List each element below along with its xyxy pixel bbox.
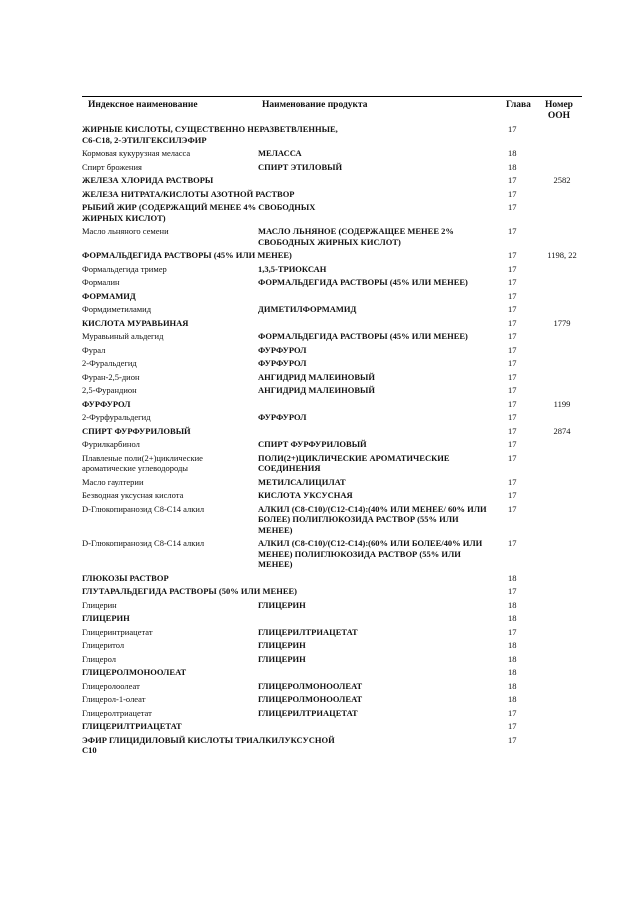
index-name-cell: СПИРТ ФУРФУРИЛОВЫЙ [82, 425, 191, 436]
index-name-cell: ЭФИР ГЛИЦИДИЛОВЫЙ КИСЛОТЫ ТРИАЛКИЛУКСУСНОЙ С10 [82, 734, 335, 755]
un-number-cell [542, 735, 582, 756]
chapter-cell: 17 [508, 304, 517, 314]
index-name-cell: ГЛЮКОЗЫ РАСТВОР [82, 572, 169, 583]
un-number-cell [542, 291, 582, 302]
chapter-cell: 17 [508, 734, 517, 745]
chapter-cell: 18 [508, 572, 517, 583]
table-row [82, 385, 582, 396]
index-name-cell: Формдиметиламид [82, 304, 152, 314]
product-name-cell: ДИМЕТИЛФОРМАМИД [258, 304, 357, 314]
index-name-cell: Глицерол [82, 653, 117, 664]
un-number-cell [542, 124, 582, 145]
chapter-cell: 17 [508, 290, 517, 301]
table-row [82, 291, 582, 302]
chapter-cell: 17 [508, 124, 517, 134]
un-number-cell: 2582 [553, 175, 571, 185]
un-number-cell [542, 304, 582, 315]
table-row [82, 358, 582, 369]
product-name-cell: ФУРФУРОЛ [258, 344, 307, 355]
product-name-cell: АНГИДРИД МАЛЕИНОВЫЙ [258, 385, 376, 395]
chapter-cell: 17 [508, 317, 517, 328]
table-row [82, 586, 582, 597]
un-number-cell [542, 600, 582, 611]
chapter-cell: 17 [508, 503, 517, 514]
chapter-cell: 17 [508, 538, 517, 548]
column-header-chapter: Глава [506, 100, 531, 110]
table-row [82, 399, 582, 410]
chapter-cell: 17 [508, 250, 517, 260]
table-row [82, 372, 582, 383]
un-number-cell [542, 358, 582, 369]
table-row [82, 721, 582, 732]
chapter-cell: 17 [508, 371, 517, 382]
un-number-cell [542, 573, 582, 584]
table-row [82, 490, 582, 501]
index-name-cell: ГЛИЦЕРОЛМОНООЛЕАТ [82, 667, 187, 677]
un-number-cell [542, 372, 582, 383]
un-number-cell [542, 189, 582, 200]
table-row [82, 453, 582, 474]
un-number-cell [542, 162, 582, 173]
chapter-cell: 17 [508, 226, 517, 236]
product-name-cell: 1,3,5-ТРИОКСАН [258, 263, 327, 274]
product-name-cell: СПИРТ ЭТИЛОВЫЙ [258, 161, 343, 172]
table-row [82, 264, 582, 275]
un-number-cell [542, 277, 582, 288]
un-number-cell [542, 148, 582, 159]
product-name-cell: ФУРФУРОЛ [258, 358, 307, 368]
index-name-cell: Масло гаултерии [82, 476, 144, 487]
un-number-cell [542, 504, 582, 536]
chapter-cell: 17 [508, 344, 517, 355]
un-number-cell [542, 385, 582, 396]
chapter-cell: 18 [508, 599, 517, 610]
table-row [82, 304, 582, 315]
chapter-cell: 17 [508, 586, 517, 596]
chapter-cell: 17 [508, 476, 517, 487]
index-name-cell: ФОРМАЛЬДЕГИДА РАСТВОРЫ (45% ИЛИ МЕНЕЕ) [82, 250, 292, 260]
index-name-cell: Плавленые поли(2+)циклические ароматические углеводороды [82, 452, 203, 473]
table-row [82, 439, 582, 450]
table-row [82, 331, 582, 342]
chapter-cell: 17 [508, 490, 517, 500]
un-number-cell: 2874 [553, 425, 571, 436]
index-name-cell: Спирт брожения [82, 161, 142, 172]
un-number-cell [542, 226, 582, 247]
substance-index-table [82, 124, 582, 759]
index-name-cell: Глицерол-1-олеат [82, 694, 146, 704]
table-row [82, 477, 582, 488]
chapter-cell: 17 [508, 721, 517, 731]
product-name-cell: ГЛИЦЕРИН [258, 599, 306, 610]
product-name-cell: ГЛИЦЕРИЛТРИАЦЕТАТ [258, 707, 358, 718]
index-name-cell: ЖЕЛЕЗА ХЛОРИДА РАСТВОРЫ [82, 175, 214, 185]
table-row [82, 504, 582, 536]
index-name-cell: 2,5-Фурандион [82, 385, 137, 395]
table-row [82, 654, 582, 665]
column-header-un-number: Номер ООН [545, 100, 573, 121]
index-name-cell: Формалин [82, 277, 120, 287]
un-number-cell [542, 490, 582, 501]
table-row [82, 189, 582, 200]
chapter-cell: 17 [508, 263, 517, 274]
un-number-cell [542, 708, 582, 719]
chapter-cell: 17 [508, 188, 517, 199]
table-row [82, 573, 582, 584]
un-number-cell [542, 640, 582, 651]
table-row [82, 345, 582, 356]
chapter-cell: 17 [508, 385, 517, 395]
index-name-cell: Глицеринтриацетат [82, 626, 153, 637]
un-number-cell [542, 586, 582, 597]
product-name-cell: АЛКИЛ (С8-С10)/(С12-С14):(60% ИЛИ БОЛЕЕ/40% ИЛИ МЕНЕЕ) ПОЛИГЛЮКОЗИДА РАСТВОР (55% ИЛИ МЕНЕЕ) [258, 538, 483, 569]
chapter-cell: 17 [508, 626, 517, 637]
un-number-cell [542, 453, 582, 474]
product-name-cell: ФОРМАЛЬДЕГИДА РАСТВОРЫ (45% ИЛИ МЕНЕЕ) [258, 331, 468, 341]
index-name-cell: 2-Фуральдегид [82, 358, 137, 368]
product-name-cell: АЛКИЛ (С8-С10)/(С12-С14):(40% ИЛИ МЕНЕЕ/ 60% ИЛИ БОЛЕЕ) ПОЛИГЛЮКОЗИДА РАСТВОР (55% ИЛИ МЕНЕЕ) [258, 503, 487, 535]
table-row [82, 681, 582, 692]
index-name-cell: Масло льняного семени [82, 226, 169, 236]
un-number-cell [542, 694, 582, 705]
un-number-cell [542, 264, 582, 275]
un-number-cell [542, 439, 582, 450]
index-name-cell: Глицеролтриацетат [82, 707, 152, 718]
index-name-cell: D-Глюкопиранозид С8-С14 алкил [82, 503, 205, 514]
product-name-cell: МЕТИЛСАЛИЦИЛАТ [258, 476, 346, 487]
un-number-cell [542, 331, 582, 342]
index-name-cell: 2-Фурфуральдегид [82, 412, 151, 422]
table-row [82, 202, 582, 223]
chapter-cell: 17 [508, 398, 517, 409]
un-number-cell [542, 667, 582, 678]
product-name-cell: АНГИДРИД МАЛЕИНОВЫЙ [258, 371, 376, 382]
index-name-cell: Глицерин [82, 599, 117, 610]
chapter-cell: 18 [508, 653, 517, 664]
table-row [82, 318, 582, 329]
product-name-cell: МАСЛО ЛЬНЯНОЕ (СОДЕРЖАЩЕЕ МЕНЕЕ 2% СВОБОДНЫХ ЖИРНЫХ КИСЛОТ) [258, 226, 454, 247]
chapter-cell: 17 [508, 425, 517, 436]
chapter-cell: 17 [508, 277, 517, 287]
index-name-cell: D-Глюкопиранозид С8-С14 алкил [82, 538, 205, 548]
table-row [82, 600, 582, 611]
index-name-cell: ЖЕЛЕЗА НИТРАТА/КИСЛОТЫ АЗОТНОЙ РАСТВОР [82, 188, 295, 199]
un-number-cell: 1198, 22 [547, 250, 577, 260]
index-name-cell: Глицеролоолеат [82, 680, 140, 691]
chapter-cell: 18 [508, 680, 517, 691]
index-name-cell: ГЛИЦЕРИЛТРИАЦЕТАТ [82, 721, 182, 731]
un-number-cell: 1779 [553, 317, 571, 328]
product-name-cell: ГЛИЦЕРОЛМОНООЛЕАТ [258, 694, 363, 704]
index-name-cell: КИСЛОТА МУРАВЬИНАЯ [82, 317, 189, 328]
un-number-cell [542, 538, 582, 570]
chapter-cell: 18 [508, 148, 517, 158]
index-name-cell: ФОРМАМИД [82, 290, 136, 301]
index-name-cell: Фурилкарбинол [82, 439, 140, 449]
column-header-index: Индексное наименование [88, 100, 198, 110]
chapter-cell: 18 [508, 640, 517, 650]
product-name-cell: ГЛИЦЕРОЛМОНООЛЕАТ [258, 680, 363, 691]
chapter-cell: 18 [508, 613, 517, 623]
product-name-cell: КИСЛОТА УКСУСНАЯ [258, 490, 353, 500]
table-row [82, 538, 582, 570]
index-name-cell: ГЛУТАРАЛЬДЕГИДА РАСТВОРЫ (50% ИЛИ МЕНЕЕ) [82, 586, 297, 596]
index-name-cell: РЫБИЙ ЖИР (СОДЕРЖАЩИЙ МЕНЕЕ 4% СВОБОДНЫХ ЖИРНЫХ КИСЛОТ) [82, 202, 316, 223]
un-number-cell [542, 654, 582, 665]
index-name-cell: ГЛИЦЕРИН [82, 613, 130, 623]
un-number-cell [542, 627, 582, 638]
table-row [82, 613, 582, 624]
table-row [82, 708, 582, 719]
product-name-cell: ГЛИЦЕРИН [258, 640, 306, 650]
product-name-cell: МЕЛАССА [258, 148, 302, 158]
index-name-cell: Фуран-2,5-дион [82, 371, 140, 382]
table-row [82, 175, 582, 186]
index-name-cell: Безводная уксусная кислота [82, 490, 184, 500]
table-row [82, 426, 582, 437]
product-name-cell: ФОРМАЛЬДЕГИДА РАСТВОРЫ (45% ИЛИ МЕНЕЕ) [258, 277, 468, 287]
chapter-cell: 18 [508, 161, 517, 172]
un-number-cell [542, 477, 582, 488]
chapter-cell: 17 [508, 331, 517, 341]
un-number-cell [542, 613, 582, 624]
table-row [82, 162, 582, 173]
chapter-cell: 17 [508, 452, 517, 463]
un-number-cell [542, 412, 582, 423]
chapter-cell: 18 [508, 694, 517, 704]
table-row [82, 667, 582, 678]
product-name-cell: ГЛИЦЕРИН [258, 653, 306, 664]
chapter-cell: 17 [508, 439, 517, 449]
chapter-cell: 17 [508, 202, 517, 212]
table-row [82, 226, 582, 247]
table-row [82, 124, 582, 145]
chapter-cell: 17 [508, 175, 517, 185]
column-header-product: Наименование продукта [262, 100, 368, 110]
table-row [82, 148, 582, 159]
index-name-cell: Кормовая кукурузная меласса [82, 148, 191, 158]
product-name-cell: ФУРФУРОЛ [258, 412, 307, 422]
product-name-cell: СПИРТ ФУРФУРИЛОВЫЙ [258, 439, 367, 449]
index-name-cell: ФУРФУРОЛ [82, 398, 131, 409]
table-row [82, 412, 582, 423]
index-name-cell: Фурал [82, 344, 106, 355]
chapter-cell: 17 [508, 412, 517, 422]
table-row [82, 694, 582, 705]
un-number-cell [542, 202, 582, 223]
index-name-cell: Формальдегида тример [82, 263, 167, 274]
table-row [82, 735, 582, 756]
chapter-cell: 18 [508, 667, 517, 677]
product-name-cell: ГЛИЦЕРИЛТРИАЦЕТАТ [258, 626, 358, 637]
table-row [82, 277, 582, 288]
index-name-cell: Муравьиный альдегид [82, 331, 164, 341]
header-rule-top [82, 96, 582, 97]
un-number-cell [542, 681, 582, 692]
table-row [82, 640, 582, 651]
un-number-cell [542, 345, 582, 356]
chapter-cell: 17 [508, 358, 517, 368]
table-row [82, 627, 582, 638]
table-row [82, 250, 582, 261]
chapter-cell: 17 [508, 707, 517, 718]
un-number-cell [542, 721, 582, 732]
un-number-cell: 1199 [553, 398, 571, 409]
index-name-cell: ЖИРНЫЕ КИСЛОТЫ, СУЩЕСТВЕННО НЕРАЗВЕТВЛЕННЫЕ, С6-С18, 2-ЭТИЛГЕКСИЛЭФИР [82, 124, 338, 145]
index-name-cell: Глицеритол [82, 640, 125, 650]
product-name-cell: ПОЛИ(2+)ЦИКЛИЧЕСКИЕ АРОМАТИЧЕСКИЕ СОЕДИНЕНИЯ [258, 452, 450, 473]
